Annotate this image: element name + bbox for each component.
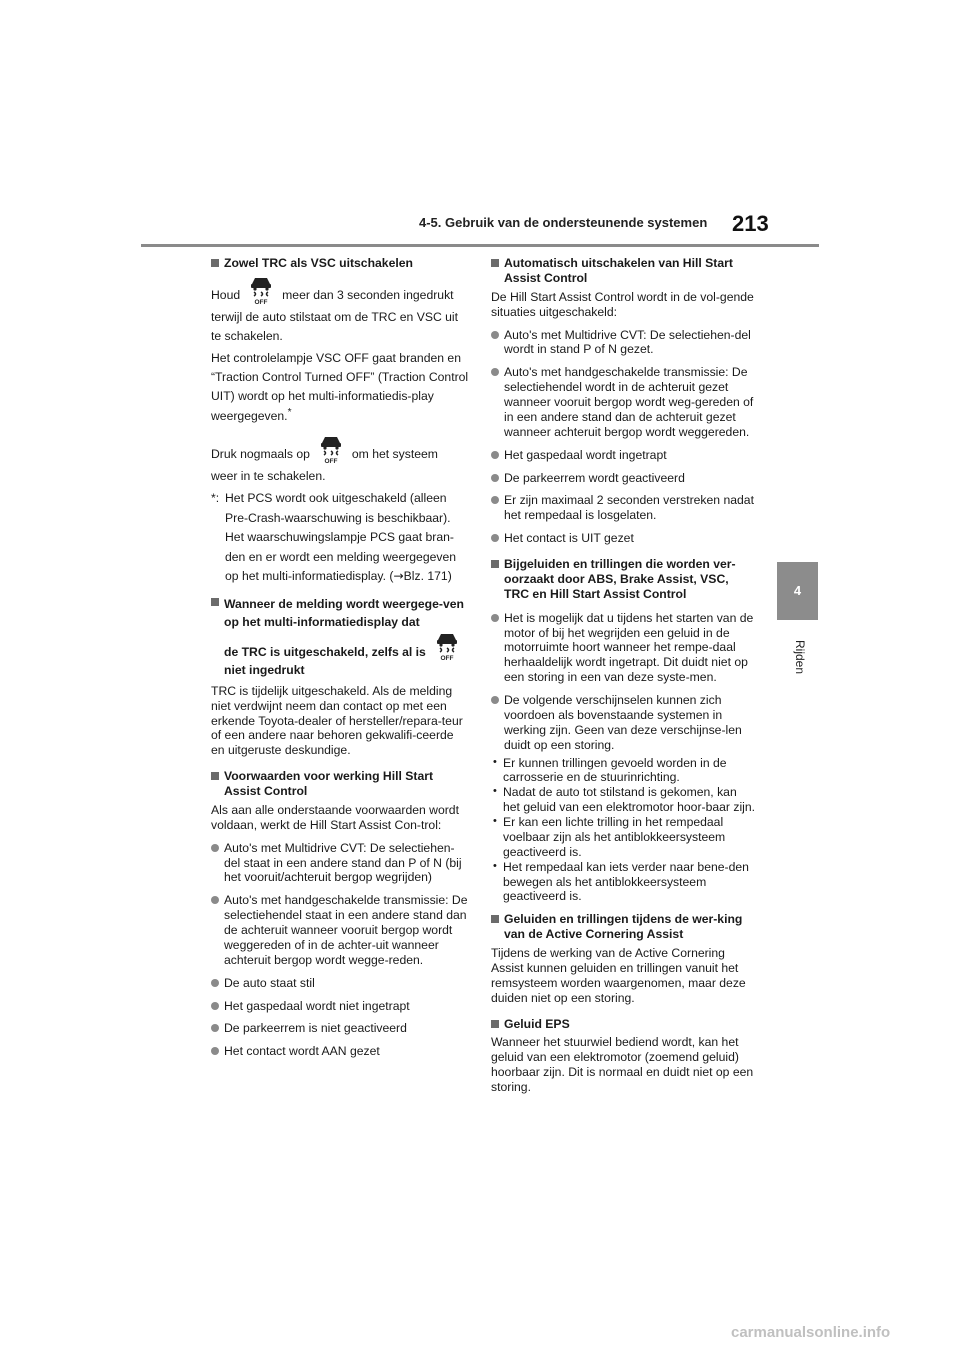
heading-eps-sound: Geluid EPS [491,1017,756,1032]
sub-list-item: • Er kunnen trillingen gevoeld worden in de carrosserie en de stuurinrichting. [491,756,756,786]
press-text-b: om het systeem [351,447,438,462]
press-text-a: Druk nogmaals op [211,447,310,462]
ref-arrow: → [393,569,404,584]
page-number: 213 [732,211,769,236]
footnote-mark: *: [211,491,220,506]
sub-list-item: • Het rempedaal kan iets verder naar bene-den bewegen als het antiblokkeersysteem geactiveerd is. [491,860,756,905]
trc-off-icon [248,275,274,305]
paragraph: weer in te schakelen. [211,469,326,484]
list-item: Auto's met handgeschakelde transmissie: De selectiehendel staat in een andere stand dan de achteruit wanneer vooruit bergop wordt weggereden of in de achter-uit wanneer achteruit bergop wordt wegge-reden. [211,893,469,967]
paragraph: Wanneer het stuurwiel bediend wordt, kan het geluid van een elektromotor (zoemend geluid) hoorbaar zijn. Dit is normaal en duidt niet op een storing. [491,1035,754,1094]
svg-text:OFF: OFF [254,298,268,305]
chapter-label-text: Rijden [793,639,807,675]
hold-line [211,275,469,305]
list-item: De parkeerrem is niet geactiveerd [211,1021,469,1036]
list-item: Er zijn maximaal 2 seconden verstreken nadat het rempedaal is losgelaten. [491,493,756,523]
sub-list-item: • Er kan een lichte trilling in het rempedaal voelbaar zijn als het antiblokkeersysteem geactiveerd is. [491,815,756,860]
list-item: Het gaspedaal wordt ingetrapt [491,448,756,463]
hold-text-a: Houd [211,287,241,302]
paragraph: Als aan alle onderstaande voorwaarden wordt voldaan, werkt de Hill Start Assist Con-trol: [211,802,459,832]
paragraph: TRC is tijdelijk uitgeschakeld. Als de melding niet verdwijnt neem dan contact op met een erkende Toyota-dealer of hersteller/repara-teur of een andere naar behoren gekwalifi-ceerde en uitgeruste deskundige. [211,683,463,758]
heading-text: Wanneer de melding wordt weergege-ven op het multi-informatiedisplay dat [224,596,464,630]
page-reference[interactable]: Blz. 171) [403,569,452,584]
heading-hill-start-conditions: Voorwaarden voor werking Hill Start Assist Control [211,769,469,799]
hold-text-b: meer dan 3 seconden ingedrukt [282,287,454,302]
list-item: Auto's met handgeschakelde transmissie: De selectiehendel wordt in de achteruit gezet wanneer vooruit bergop wordt weg-gereden of in een andere stand dan de achteruit gezet wanneer achteruit bergop wordt weggereden. [491,365,756,439]
heading-noises-vibrations: Bijgeluiden en trillingen die worden ver-oorzaakt door ABS, Brake Assist, VSC, TRC en Hill Start Assist Control [491,557,756,602]
paragraph: Tijdens de werking van de Active Cornering Assist kunnen geluiden en trillingen vanuit het remsysteem worden waargenomen, maar deze duiden niet op een storing. [491,946,746,1005]
list-item: Het gaspedaal wordt niet ingetrapt [211,999,469,1014]
svg-text:OFF: OFF [324,458,338,465]
paragraph [211,349,469,427]
press-line [211,434,469,464]
heading-icon-line [224,631,469,661]
heading-hill-start-auto-off: Automatisch uitschakelen van Hill Start Assist Control [491,256,756,286]
list-item: De volgende verschijnselen kunnen zich voordoen als bovenstaande systemen in werking zijn. Geen van deze verschijnse-len duidt op een storing. [491,693,756,753]
header-divider [141,244,819,247]
list-item: Het contact wordt AAN gezet [211,1044,469,1059]
sub-list-item: • Nadat de auto tot stilstand is gekomen, kan het geluid van een elektromotor hoor-baar zijn. [491,785,756,815]
right-column [491,256,756,1098]
heading-text: de TRC is uitgeschakeld, zelfs al is [224,645,426,660]
section-title: 4-5. Gebruik van de ondersteunende systemen [419,215,708,230]
watermark: carmanualsonline.info [731,1324,891,1341]
heading-trc-message [211,595,469,680]
paragraph: De Hill Start Assist Control wordt in de vol-gende situaties uitgeschakeld: [491,289,754,319]
chapter-tab: 4 [777,562,818,620]
list-item: Auto's met Multidrive CVT: De selectiehen-del wordt in stand P of N gezet. [491,328,756,358]
list-item: Het is mogelijk dat u tijdens het starten van de motor of bij het wegrijden een geluid in de motorruimte hoort wanneer het rempe-daal herhaaldelijk wordt ingetrapt. Dit duidt niet op een storing in een van deze syste-men. [491,611,756,685]
footnote [211,489,469,587]
list-item: De parkeerrem wordt geactiveerd [491,471,756,486]
heading-trc-vsc-off: Zowel TRC als VSC uitschakelen [211,256,469,271]
trc-off-icon [318,434,344,464]
footnote-text: Het PCS wordt ook uitgeschakeld (alleen Pre-Crash-waarschuwing is beschikbaar). Het waarschuwingslampje PCS gaat bran-den en er wordt een melding weergegeven op het multi-informatiedisplay. ( [225,491,457,584]
paragraph: terwijl de auto stilstaat om de TRC en VSC uit te schakelen. [211,309,459,343]
heading-text: niet ingedrukt [224,663,305,678]
left-column [211,256,469,1062]
footnote-marker: * [287,407,292,419]
list-item: Het contact is UIT gezet [491,531,756,546]
list-item: Auto's met Multidrive CVT: De selectiehen-del staat in een andere stand dan P of N (bij het vooruit/achteruit bergop wegrijden) [211,841,469,886]
paragraph-text: Het controlelampje VSC OFF gaat branden en “Traction Control Turned OFF” (Traction Control UIT) wordt op het multi-informatiedis-play weergegeven. [211,350,469,424]
list-item: De auto staat stil [211,976,469,991]
trc-off-icon [434,631,460,661]
heading-active-cornering: Geluiden en trillingen tijdens de wer-king van de Active Cornering Assist [491,912,756,942]
svg-text:OFF: OFF [440,655,454,662]
chapter-label [784,628,812,688]
